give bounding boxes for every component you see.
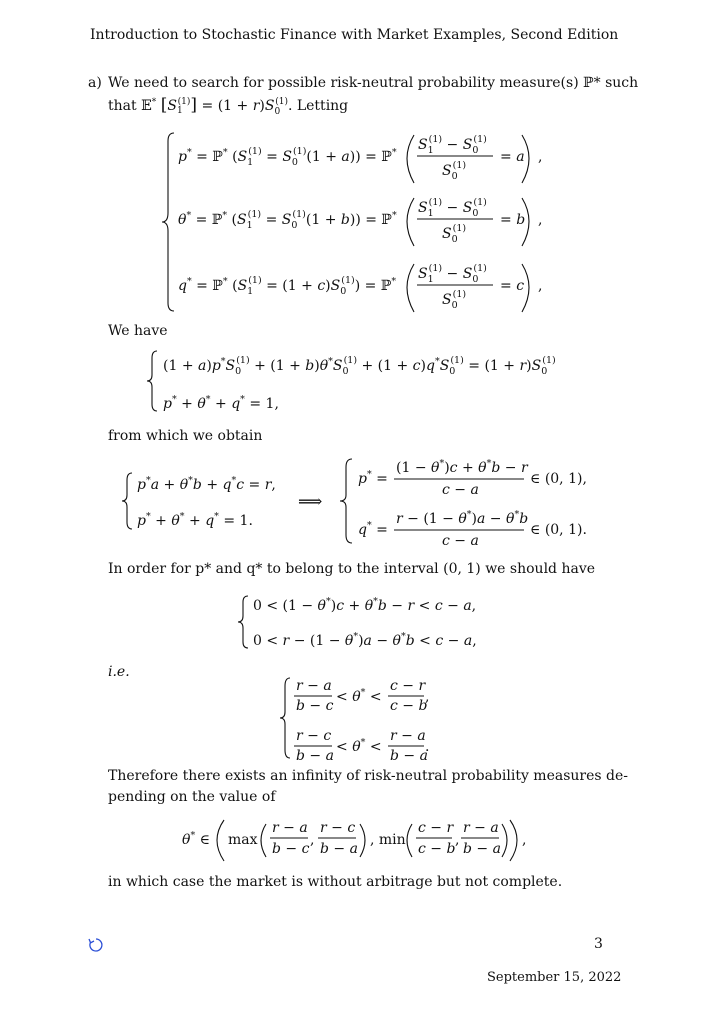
inequality-system bbox=[236, 590, 496, 654]
we-have-text: We have bbox=[108, 323, 168, 339]
equation-system-weighted bbox=[145, 345, 575, 417]
svg-text:p*a + θ*b + q*c = r,: p*a + θ*b + q*c = r, bbox=[137, 475, 276, 493]
svg-text:r − c: r − c bbox=[296, 728, 332, 744]
svg-text:c − a: c − a bbox=[442, 482, 479, 498]
equation-system-definitions bbox=[160, 125, 560, 320]
svg-text:, min: , min bbox=[370, 832, 406, 848]
svg-text:p* =: p* = bbox=[358, 469, 388, 487]
svg-text:⟹: ⟹ bbox=[298, 492, 323, 512]
theta-bounds-system bbox=[278, 672, 448, 764]
svg-text:r − a: r − a bbox=[296, 678, 332, 694]
eq-theta-star bbox=[178, 197, 542, 246]
running-header: Introduction to Stochastic Finance with Market Examples, Second Edition bbox=[90, 27, 619, 43]
svg-text:c − b: c − b bbox=[418, 841, 456, 857]
left-brace-small bbox=[122, 473, 132, 529]
svg-text:= b: = b bbox=[500, 212, 526, 228]
item-label: a) bbox=[88, 75, 102, 91]
left-brace bbox=[162, 133, 174, 311]
left-brace-right bbox=[340, 459, 352, 543]
svg-text:θ* = ℙ* (S1(1) = S0(1)(1 + b)): θ* = ℙ* $(S_1(1) = S_0(1)(1 + b))$ = ℙ* bbox=[178, 209, 397, 231]
svg-text:< θ* <: < θ* < bbox=[336, 737, 382, 755]
svg-text:b − a: b − a bbox=[320, 841, 358, 857]
svg-text:b − a: b − a bbox=[390, 748, 428, 764]
svg-text:< θ* <: < θ* < bbox=[336, 687, 382, 705]
svg-text:(1 − θ*)c + θ*b − r: (1 − θ*)c + θ*b − r bbox=[396, 458, 528, 476]
svg-text:∈ (0, 1).: ∈ (0, 1). bbox=[530, 522, 587, 538]
therefore-line-2: pending on the value of bbox=[108, 789, 276, 805]
svg-text:b − c: b − c bbox=[272, 841, 310, 857]
svg-text:0 < r − (1 − θ*)a − θ*b < c −: 0 < r − (1 − θ*)a − θ*b < c − a, bbox=[253, 631, 477, 649]
svg-text:q* =: q* = bbox=[358, 520, 388, 538]
svg-text:b − a: b − a bbox=[296, 748, 334, 764]
svg-text:p* = ℙ* (S1(1) = S0(1)(1 + a)): p* = ℙ* $(S_1(1) = S_0(1)(1 + a))$ = ℙ* bbox=[178, 146, 397, 168]
ie-text: i.e. bbox=[108, 664, 130, 680]
svg-text:(1 + a)p*S0(1) + (1 + b)θ*S0(1: $(1 + a)p^*S_0(1) + (1 + b)\theta^*S_0(1) + (1 + c)q^*S_0(1) = (1 + r)S_0(1)$ bbox=[163, 355, 556, 377]
intro-line-2 bbox=[108, 95, 348, 117]
svg-text:0 < (1 − θ*)c + θ*b − r < c −: 0 < (1 − θ*)c + θ*b − r < c − a, bbox=[253, 596, 477, 614]
svg-text:θ* ∈: θ* ∈ bbox=[182, 830, 211, 848]
svg-text:r − (1 − θ*)a − θ*b: r − (1 − θ*)a − θ*b bbox=[396, 509, 529, 527]
equation-system-solution bbox=[120, 455, 600, 550]
svg-text:S1(1) − S0(1): $S_1(1) - S_0(1)$ bbox=[418, 134, 487, 156]
left-brace bbox=[280, 678, 290, 758]
intro-line-1: We need to search for possible risk-neutral probability measure(s) ℙ* such bbox=[108, 75, 639, 91]
therefore-line-1: Therefore there exists an infinity of risk-neutral probability measures de- bbox=[108, 768, 629, 784]
svg-text:S0(1): $S_0(1)$ bbox=[442, 223, 467, 245]
page-number: 3 bbox=[594, 936, 603, 952]
intro-letting: . Letting bbox=[287, 98, 349, 114]
eq-p-star bbox=[178, 134, 542, 183]
svg-text:∈ (0, 1),: ∈ (0, 1), bbox=[530, 471, 587, 487]
svg-text:c − b: c − b bbox=[390, 698, 428, 714]
svg-text:,: , bbox=[538, 212, 543, 228]
left-brace bbox=[147, 351, 157, 411]
conclusion-text: in which case the market is without arbitrage but not complete. bbox=[108, 874, 563, 890]
svg-text:p* + θ* + q* = 1,: p* + θ* + q* = 1, bbox=[163, 394, 279, 412]
left-brace bbox=[238, 596, 248, 648]
svg-text:S0(1): $S_0(1)$ bbox=[442, 160, 467, 182]
svg-text:max: max bbox=[228, 832, 258, 848]
in-order-text bbox=[108, 561, 595, 577]
svg-text:c − a: c − a bbox=[442, 533, 479, 549]
svg-text:.: . bbox=[425, 739, 430, 755]
svg-text:r − a: r − a bbox=[463, 820, 499, 836]
svg-text:b − a: b − a bbox=[463, 841, 501, 857]
theta-interval-formula bbox=[180, 815, 540, 865]
eq-q-star bbox=[178, 263, 542, 312]
svg-text:= c: = c bbox=[500, 278, 525, 294]
svg-text:r − a: r − a bbox=[272, 820, 308, 836]
svg-text:b − c: b − c bbox=[296, 698, 334, 714]
svg-text:,: , bbox=[538, 149, 543, 165]
svg-text:,: , bbox=[455, 832, 460, 848]
footer-date: September 15, 2022 bbox=[487, 970, 622, 985]
svg-text:S1(1) − S0(1): $S_1(1) - S_0(1)$ bbox=[418, 263, 487, 285]
from-which-text: from which we obtain bbox=[108, 428, 263, 444]
svg-text:r − a: r − a bbox=[390, 728, 426, 744]
in-order-sentence: In order for p* and q* to belong to the interval (0, 1) we should have bbox=[108, 561, 596, 577]
svg-text:S0(1): $S_0(1)$ bbox=[442, 289, 467, 311]
svg-text:,: , bbox=[522, 832, 527, 848]
svg-text:c − r: c − r bbox=[390, 678, 426, 694]
svg-text:q* = ℙ* (S1(1) = (1 + c)S0(1)): q* = ℙ* $(S_1(1) = (1 + c)S_0(1))$ = ℙ* bbox=[178, 275, 397, 297]
circular-arrow-icon[interactable] bbox=[87, 936, 105, 954]
svg-text:,: , bbox=[310, 832, 315, 848]
svg-text:r − c: r − c bbox=[320, 820, 356, 836]
svg-text:,: , bbox=[425, 689, 430, 705]
svg-text:c − r: c − r bbox=[418, 820, 454, 836]
intro-that: that bbox=[108, 98, 137, 114]
svg-text:p* + θ* + q* = 1.: p* + θ* + q* = 1. bbox=[137, 511, 253, 529]
svg-text:,: , bbox=[538, 278, 543, 294]
svg-text:= a: = a bbox=[500, 149, 525, 165]
expectation-formula: 𝔼* $[S_1^{(1)}] = (1 + r)S_0^{(1)}$ bbox=[141, 95, 288, 117]
svg-text:S1(1) − S0(1): $S_1(1) - S_0(1)$ bbox=[418, 197, 487, 219]
